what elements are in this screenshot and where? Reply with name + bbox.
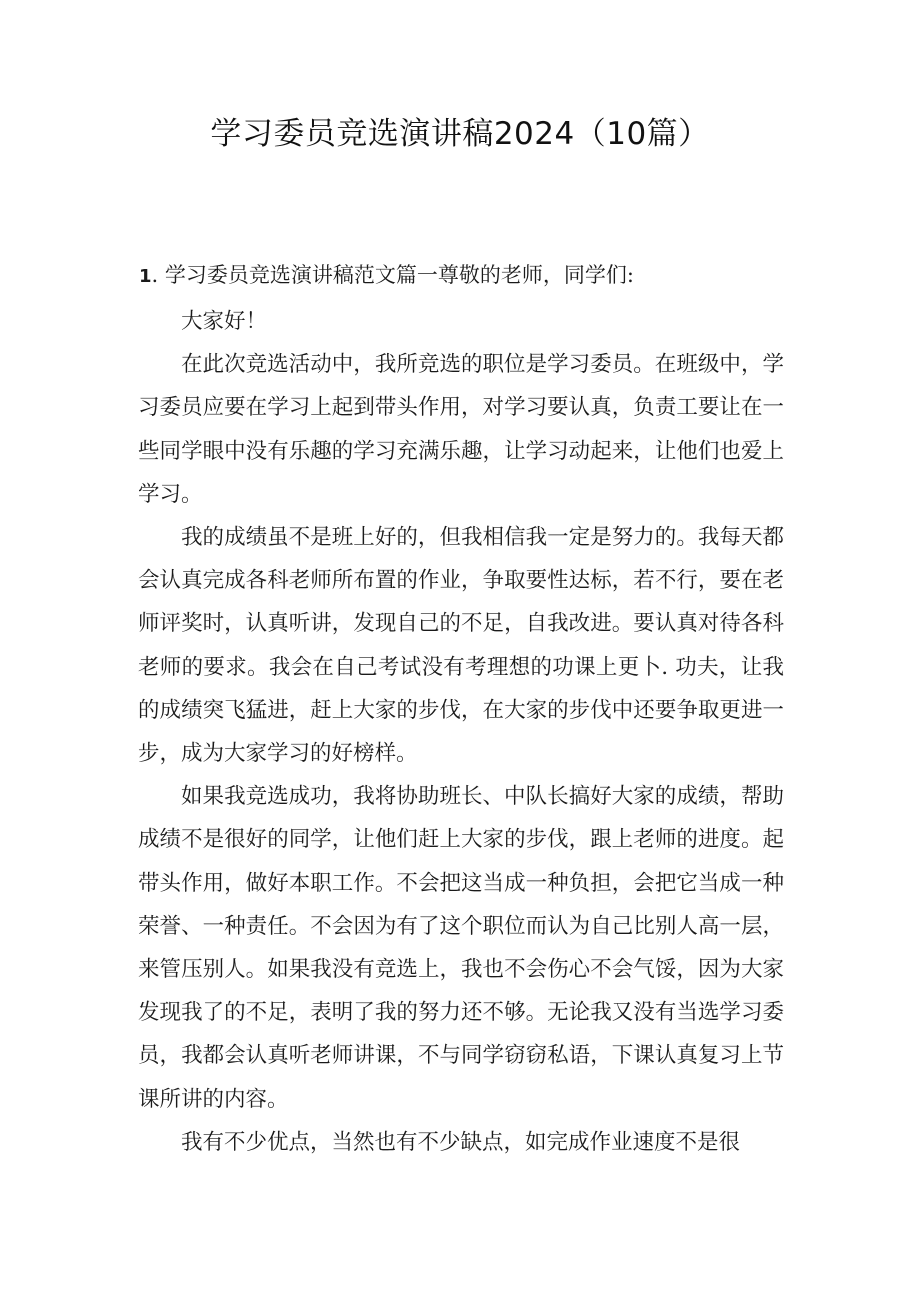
document-body bbox=[138, 300, 784, 1164]
paragraph: 我的成绩虽不是班上好的，但我相信我一定是努力的。我每天都会认真完成各科老师所布置的作业，争取要性达标，若不行，要在老师评奖时，认真听讲，发现自己的不足，自我改进。要认真对待各科老师的要求。我会在自己考试没有考理想的功课上更卜. 功夫，让我的成绩突飞猛进，赶上大家的步伐，在大家的步伐中还要争取更进一步，成为大家学习的好榜样。 bbox=[138, 525, 784, 767]
paragraph: 如果我竞选成功，我将协助班长、中队长搞好大家的成绩，帮助成绩不是很好的同学，让他们赶上大家的步伐，跟上老师的进度。起带头作用，做好本职工作。不会把这当成一种负担，会把它当成一种荣誉、一种责任。不会因为有了这个职位而认为自己比别人高一层，来管压别人。如果我没有竞选上，我也不会伤心不会气馁，因为大家发现我了的不足，表明了我的努力还不够。无论我又没有当选学习委员，我都会认真听老师讲课，不与同学窃窃私语，下课认真复习上节课所讲的内容。 bbox=[138, 784, 784, 1112]
paragraph: 在此次竞选活动中，我所竞选的职位是学习委员。在班级中，学习委员应要在学习上起到带头作用，对学习要认真，负责工要让在一些同学眼中没有乐趣的学习充满乐趣，让学习动起来，让他们也爱上学习。 bbox=[138, 352, 784, 507]
section-heading bbox=[139, 259, 789, 293]
paragraph-greeting: 大家好！ bbox=[181, 309, 268, 334]
paragraph: 我有不少优点，当然也有不少缺点，如完成作业速度不是很 bbox=[181, 1129, 741, 1155]
document-title: 学习委员竞选演讲稿2024（10篇） bbox=[210, 116, 710, 152]
section-heading-text: . 学习委员竞选演讲稿范文篇一尊敬的老师，同学们: bbox=[151, 263, 634, 287]
section-number: 1 bbox=[139, 266, 152, 287]
